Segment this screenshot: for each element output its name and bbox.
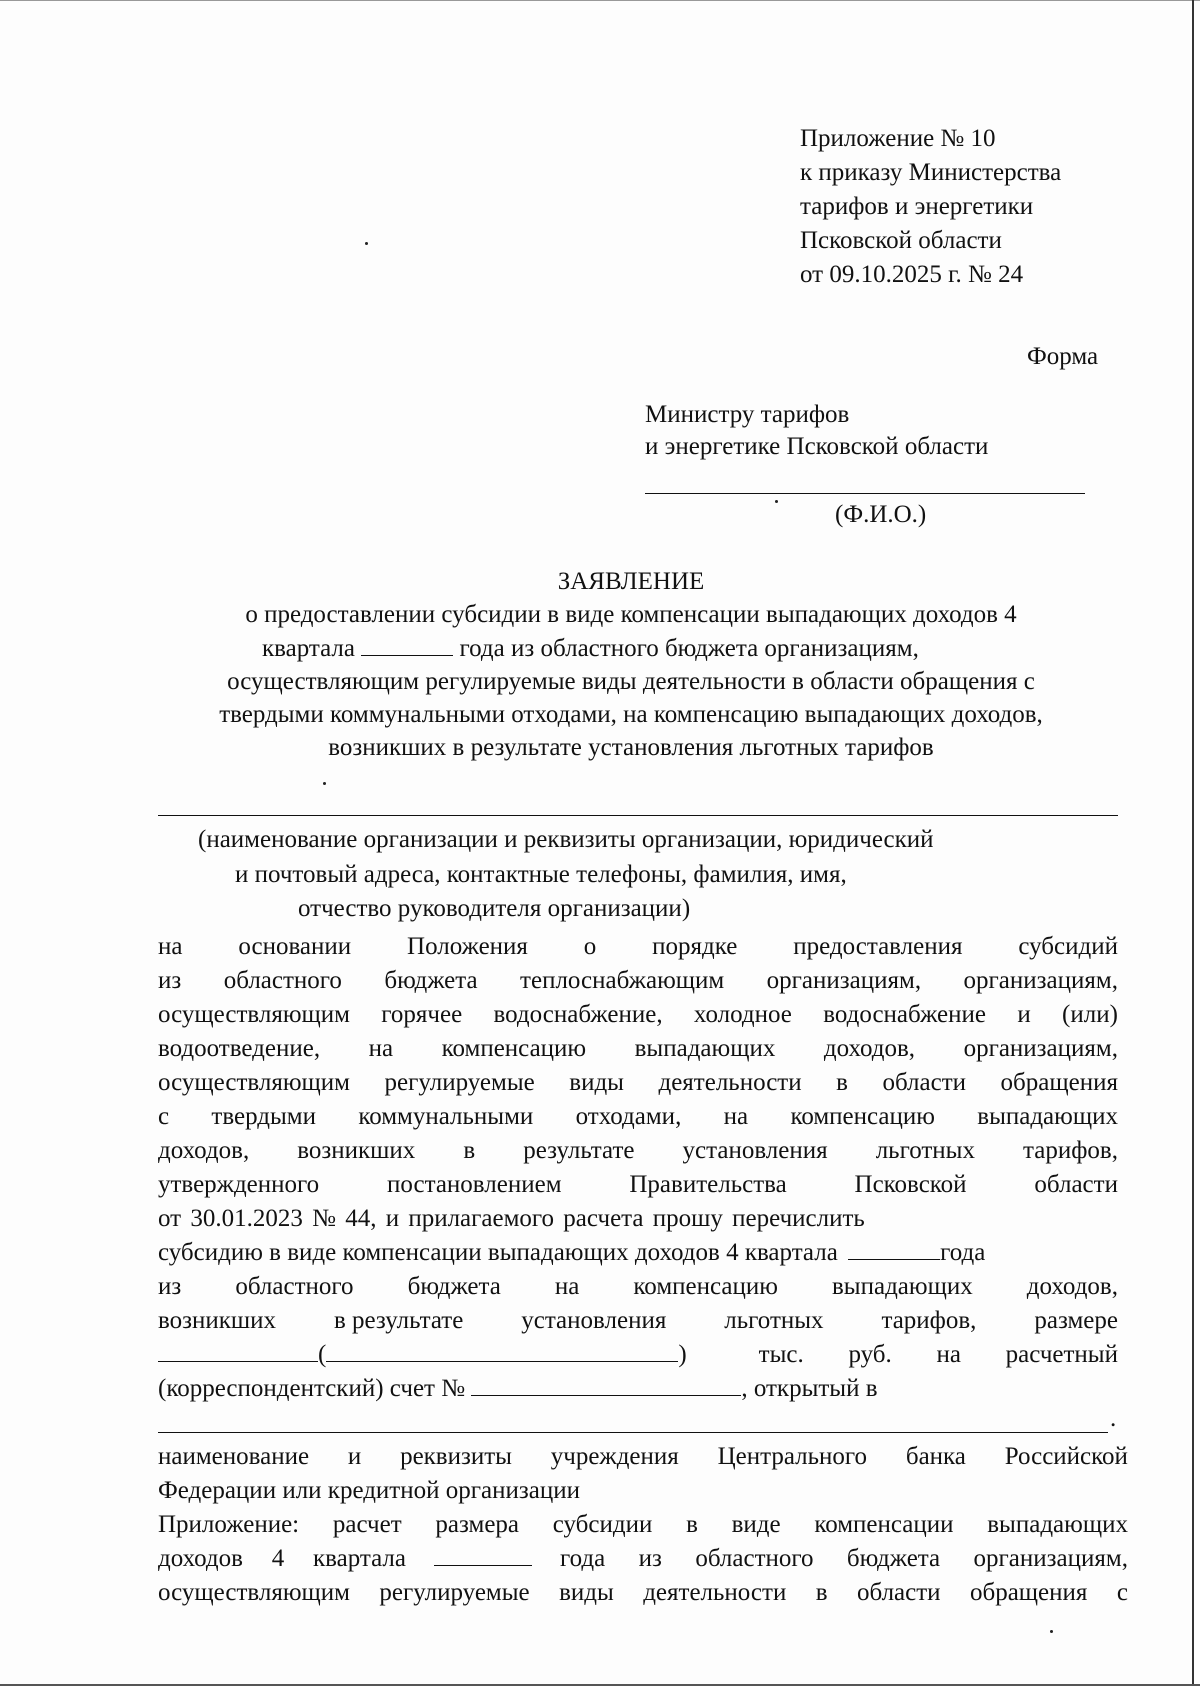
- word: на: [936, 1341, 961, 1368]
- word: льготных: [875, 1137, 975, 1164]
- word: выпадающих: [987, 1511, 1128, 1538]
- word: водоотведение,: [158, 1035, 321, 1062]
- word: отходами,: [575, 1103, 682, 1130]
- word: бюджета: [384, 967, 478, 994]
- attachment-line-2-start: [158, 1544, 406, 1574]
- body-line-10-text: субсидию в виде компенсации выпадающих доходов 4 квартала: [158, 1239, 838, 1266]
- word: регулируемые: [379, 1579, 530, 1606]
- word: областного: [235, 1273, 354, 1300]
- word: Правительства: [629, 1171, 787, 1198]
- year-blank-body[interactable]: [848, 1239, 940, 1260]
- word: квартала: [312, 1545, 406, 1572]
- word: возникших: [158, 1307, 277, 1334]
- word: порядке: [652, 933, 738, 960]
- year-blank-attachment[interactable]: [434, 1545, 532, 1566]
- word: области: [882, 1069, 967, 1096]
- word: обращения: [969, 1579, 1088, 1606]
- org-caption-line-2: и почтовый адреса, контактные телефоны, фамилия, имя,: [235, 861, 847, 888]
- word: осуществляющим: [158, 1069, 350, 1096]
- organization-underline[interactable]: [158, 815, 1118, 816]
- word: субсидий: [1018, 933, 1118, 960]
- attachment-line-2-end: [560, 1544, 1128, 1574]
- appendix-line-4: Псковской области: [800, 227, 1002, 254]
- year-blank-heading[interactable]: [361, 635, 453, 656]
- body-line-2: [158, 966, 1118, 996]
- word: деятельности: [643, 1579, 787, 1606]
- attachment-line-2: [158, 1544, 1128, 1574]
- word: Положения: [407, 933, 528, 960]
- form-label: Форма: [1027, 343, 1099, 370]
- heading-line-3: осуществляющим регулируемые виды деятельности в области обращения с: [227, 668, 1035, 695]
- word: организациям,: [766, 967, 922, 994]
- word: областного: [223, 967, 342, 994]
- org-caption-line-1: (наименование организации и реквизиты организации, юридический: [198, 826, 934, 853]
- word: установления: [521, 1307, 667, 1334]
- word: доходов: [158, 1545, 243, 1572]
- word: на: [368, 1035, 394, 1062]
- word: с: [158, 1103, 170, 1130]
- word: компенсацию: [790, 1103, 935, 1130]
- word: организациям,: [963, 967, 1118, 994]
- body-line-12: [158, 1306, 1118, 1336]
- word: результате: [523, 1137, 635, 1164]
- word: теплоснабжающим: [520, 967, 725, 994]
- word: осуществляющим: [158, 1001, 350, 1028]
- word: доходов,: [823, 1035, 916, 1062]
- word: доходов,: [1026, 1273, 1118, 1300]
- word: расчет: [332, 1511, 402, 1538]
- heading-line-1: о предоставлении субсидии в виде компенсации выпадающих доходов 4: [245, 601, 1017, 628]
- heading-line-2-rest: года из областного бюджета организациям,: [459, 635, 919, 662]
- word: на: [554, 1273, 580, 1300]
- word: обращения: [1000, 1069, 1118, 1096]
- word: бюджета: [407, 1273, 501, 1300]
- word: в: [836, 1069, 848, 1096]
- word: Псковской: [854, 1171, 967, 1198]
- heading-title: ЗАЯВЛЕНИЕ: [557, 568, 705, 595]
- body-line-10: [158, 1238, 985, 1268]
- account-label: (корреспондентский) счет №: [158, 1375, 466, 1402]
- word: банка: [905, 1443, 966, 1470]
- word: деятельности: [658, 1069, 802, 1096]
- scan-edge-top: [0, 0, 1200, 1]
- word: тыс.: [758, 1341, 804, 1368]
- word: и: [1017, 1001, 1031, 1028]
- bank-caption-line-2: Федерации или кредитной организации: [158, 1477, 580, 1504]
- word: учреждения: [550, 1443, 679, 1470]
- word: предоставления: [793, 933, 963, 960]
- word: утвержденного: [158, 1171, 320, 1198]
- word: выпадающих: [977, 1103, 1118, 1130]
- word: возникших: [297, 1137, 416, 1164]
- body-line-4: [158, 1034, 1118, 1064]
- heading-line-4: твердыми коммунальными отходами, на компенсацию выпадающих доходов,: [219, 701, 1043, 728]
- body-line-6: [158, 1102, 1118, 1132]
- word: водоснабжение: [823, 1001, 987, 1028]
- word: (или): [1062, 1001, 1118, 1028]
- scan-edge-right: [1192, 0, 1194, 1686]
- appendix-line-2: к приказу Министерства: [800, 159, 1062, 186]
- word: установления: [682, 1137, 828, 1164]
- scan-speck: [1050, 1630, 1053, 1633]
- word: холодное: [693, 1001, 792, 1028]
- word: и: [347, 1443, 362, 1470]
- word: постановлением: [387, 1171, 562, 1198]
- word: в: [463, 1137, 476, 1164]
- word: организациям,: [973, 1545, 1128, 1572]
- word: реквизиты: [400, 1443, 512, 1470]
- word: организациям,: [963, 1035, 1118, 1062]
- body-line-11: [158, 1272, 1118, 1302]
- word: 4: [271, 1545, 285, 1572]
- word: виды: [559, 1579, 614, 1606]
- word: доходов,: [158, 1137, 250, 1164]
- word: тарифов,: [1023, 1137, 1118, 1164]
- appendix-line-3: тарифов и энергетики: [800, 193, 1034, 220]
- bank-line-end: .: [1110, 1405, 1117, 1432]
- account-opened-in: , открытый в: [741, 1375, 878, 1402]
- word: льготных: [724, 1307, 824, 1334]
- body-line-10-year-word: года: [940, 1239, 986, 1266]
- bank-caption-line-1: [158, 1442, 1128, 1472]
- word: из: [158, 1273, 182, 1300]
- word: горячее: [381, 1001, 463, 1028]
- amount-units: [759, 1340, 1118, 1370]
- appendix-line-1: Приложение № 10: [800, 125, 996, 152]
- word: виде: [731, 1511, 781, 1538]
- word: из: [158, 967, 182, 994]
- word: размера: [435, 1511, 520, 1538]
- attachment-line-3: [158, 1578, 1128, 1608]
- word: Центрального: [717, 1443, 868, 1470]
- amount-words-blank[interactable]: [326, 1341, 678, 1362]
- heading-quarter-word: квартала: [262, 635, 356, 662]
- amount-open-paren: (: [318, 1341, 327, 1368]
- body-line-1: [158, 932, 1118, 962]
- appendix-line-5: от 09.10.2025 г. № 24: [800, 261, 1024, 288]
- body-line-9: от 30.01.2023 № 44, и прилагаемого расчета прошу перечислить: [158, 1205, 865, 1232]
- addressee-line-1: Министру тарифов: [645, 401, 850, 428]
- word: виды: [569, 1069, 624, 1096]
- addressee-line-2: и энергетике Псковской области: [645, 433, 989, 460]
- body-line-3: [158, 1000, 1118, 1030]
- word: размере: [1034, 1307, 1118, 1334]
- word: осуществляющим: [158, 1579, 350, 1606]
- bank-underline[interactable]: [158, 1432, 1108, 1433]
- word: в: [686, 1511, 698, 1538]
- word: компенсацию: [633, 1273, 778, 1300]
- word: в: [815, 1579, 828, 1606]
- word: выпадающих: [634, 1035, 776, 1062]
- word: о: [583, 933, 597, 960]
- word: бюджета: [846, 1545, 941, 1572]
- scan-speck: [365, 242, 368, 245]
- word: расчетный: [1005, 1341, 1118, 1368]
- amount-digits-blank[interactable]: [158, 1341, 318, 1362]
- scan-speck: [775, 500, 778, 503]
- word: на: [158, 933, 183, 960]
- body-line-8: [158, 1170, 1118, 1200]
- body-line-13: [158, 1340, 1118, 1370]
- word: компенсации: [814, 1511, 954, 1538]
- word: с: [1116, 1579, 1128, 1606]
- word: твердыми: [211, 1103, 316, 1130]
- word: на: [723, 1103, 749, 1130]
- account-number-blank[interactable]: [471, 1375, 741, 1396]
- org-caption-line-3: отчество руководителя организации): [298, 895, 691, 922]
- body-line-14: [158, 1374, 878, 1404]
- scan-speck: [323, 782, 326, 785]
- word: водоснабжение,: [493, 1001, 663, 1028]
- amount-close-paren: ): [678, 1341, 687, 1368]
- word: наименование: [158, 1443, 310, 1470]
- word: компенсацию: [441, 1035, 587, 1062]
- word: руб.: [848, 1341, 892, 1368]
- heading-line-2: [262, 634, 919, 664]
- word: основании: [238, 933, 352, 960]
- heading-line-5: возникших в результате установления льготных тарифов: [328, 734, 934, 761]
- word: года: [560, 1545, 606, 1572]
- word: регулируемые: [384, 1069, 535, 1096]
- word: Приложение:: [158, 1511, 300, 1538]
- word: тарифов,: [881, 1307, 977, 1334]
- word: Российской: [1004, 1443, 1128, 1470]
- word: субсидии: [552, 1511, 653, 1538]
- fio-underline: [645, 493, 1085, 494]
- word: областного: [695, 1545, 814, 1572]
- word: коммунальными: [358, 1103, 534, 1130]
- body-line-5: [158, 1068, 1118, 1098]
- word: из: [638, 1545, 662, 1572]
- fio-caption: (Ф.И.О.): [835, 501, 927, 528]
- word: в результате: [333, 1307, 464, 1334]
- word: области: [856, 1579, 941, 1606]
- attachment-line-1: [158, 1510, 1128, 1540]
- word: выпадающих: [832, 1273, 973, 1300]
- body-line-7: [158, 1136, 1118, 1166]
- word: области: [1034, 1171, 1118, 1198]
